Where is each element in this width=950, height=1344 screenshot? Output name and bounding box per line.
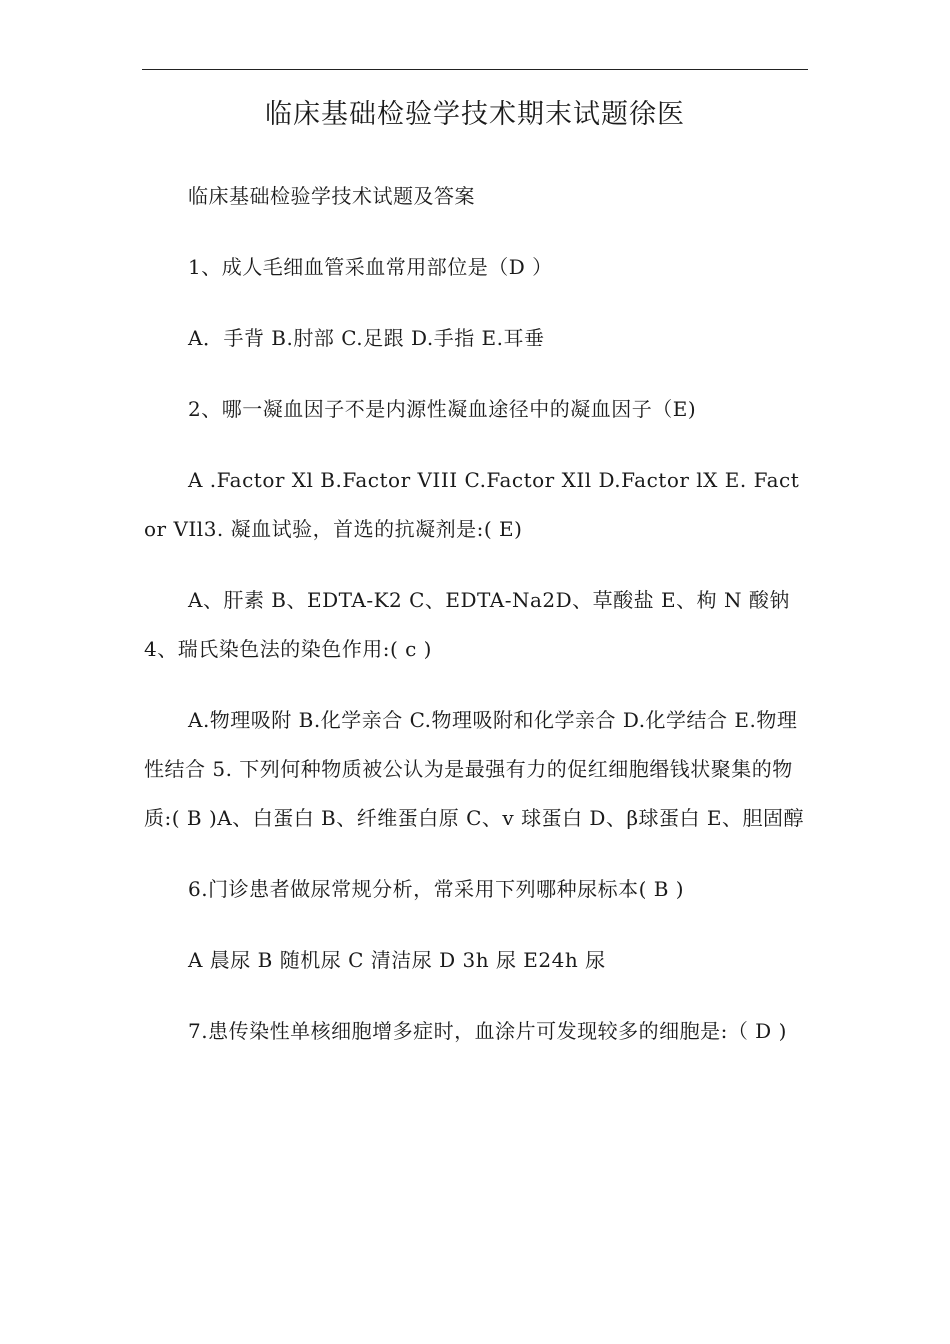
question-4-options-question-5: A.物理吸附 B.化学亲合 C.物理吸附和化学亲合 D.化学结合 E.物理性结合 5. 下列何种物质被公认为是最强有力的促红细胞缗钱状聚集的物质:( B )A、白蛋白 B、纤维蛋白原 C、v 球蛋白 D、β球蛋白 E、胆固醇 — [144, 708, 804, 830]
question-7: 7.患传染性单核细胞增多症时，血涂片可发现较多的细胞是:（ D ) — [188, 1019, 787, 1043]
question-1-options: A．手背 B.肘部 C.足跟 D.手指 E.耳垂 — [188, 326, 545, 350]
question-2: 2、哪一凝血因子不是内源性凝血途径中的凝血因子（E) — [188, 397, 697, 421]
question-1: 1、成人毛细血管采血常用部位是（D ） — [188, 255, 553, 279]
question-3-options-question-4: A、肝素 B、EDTA-K2 C、EDTA-Na2D、草酸盐 E、枸 N 酸钠 4、瑞氏染色法的染色作用:( c ) — [144, 588, 790, 661]
question-2-options-question-3: A .Factor Xl B.Factor VIII C.Factor XIl D.Factor lX E. Factor VIl3. 凝血试验，首选的抗凝剂是:( E) — [144, 468, 800, 541]
paragraph-subtitle: 临床基础检验学技术试题及答案 — [188, 184, 475, 208]
header-rule — [142, 69, 808, 70]
question-6-options: A 晨尿 B 随机尿 C 清洁尿 D 3h 尿 E24h 尿 — [188, 948, 606, 972]
document-title: 临床基础检验学技术期末试题徐医 — [265, 99, 685, 130]
question-6: 6.门诊患者做尿常规分析，常采用下列哪种尿标本( B ) — [188, 877, 685, 901]
document-body — [144, 172, 810, 1078]
